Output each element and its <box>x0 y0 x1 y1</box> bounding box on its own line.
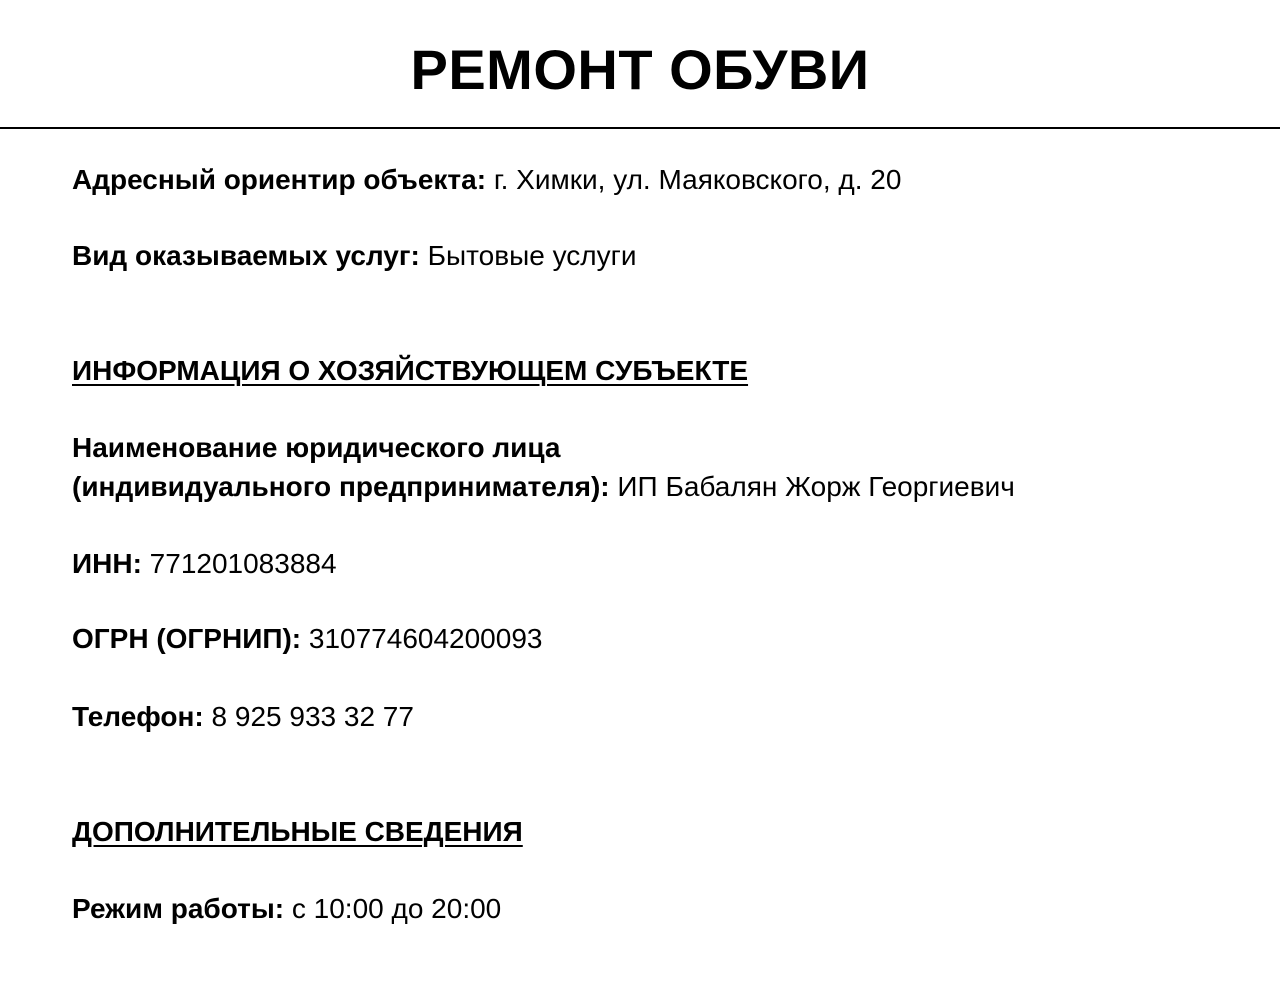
ogrn-row <box>72 621 542 657</box>
inn-row <box>72 546 337 582</box>
title-divider <box>0 127 1280 129</box>
entity-name-label-line1 <box>72 430 561 466</box>
entity-name-row <box>72 469 1015 505</box>
inn-label: ИНН: <box>72 548 142 579</box>
service-type-value: Бытовые услуги <box>427 240 637 271</box>
working-hours-value: с 10:00 до 20:00 <box>291 893 502 924</box>
address-row <box>72 162 901 198</box>
working-hours-row <box>72 891 501 927</box>
phone-label: Телефон: <box>72 701 204 732</box>
address-label: Адресный ориентир объекта: <box>72 164 487 195</box>
service-type-row <box>72 238 636 274</box>
phone-value: 8 925 933 32 77 <box>211 701 414 732</box>
entity-name-label-part1: Наименование юридического лица <box>72 432 561 463</box>
service-type-label: Вид оказываемых услуг: <box>72 240 420 271</box>
entity-name-value: ИП Бабалян Жорж Георгиевич <box>617 471 1015 502</box>
ogrn-label: ОГРН (ОГРНИП): <box>72 623 302 654</box>
entity-section-heading: ИНФОРМАЦИЯ О ХОЗЯЙСТВУЮЩЕМ СУБЪЕКТЕ <box>72 355 749 386</box>
address-value: г. Химки, ул. Маяковского, д. 20 <box>493 164 902 195</box>
page-title: РЕМОНТ ОБУВИ <box>410 38 870 101</box>
entity-name-label-part2: (индивидуального предпринимателя): <box>72 471 610 502</box>
phone-row <box>72 699 414 735</box>
ogrn-value: 310774604200093 <box>308 623 543 654</box>
inn-value: 771201083884 <box>149 548 337 579</box>
additional-section-heading: ДОПОЛНИТЕЛЬНЫЕ СВЕДЕНИЯ <box>72 816 523 847</box>
working-hours-label: Режим работы: <box>72 893 285 924</box>
